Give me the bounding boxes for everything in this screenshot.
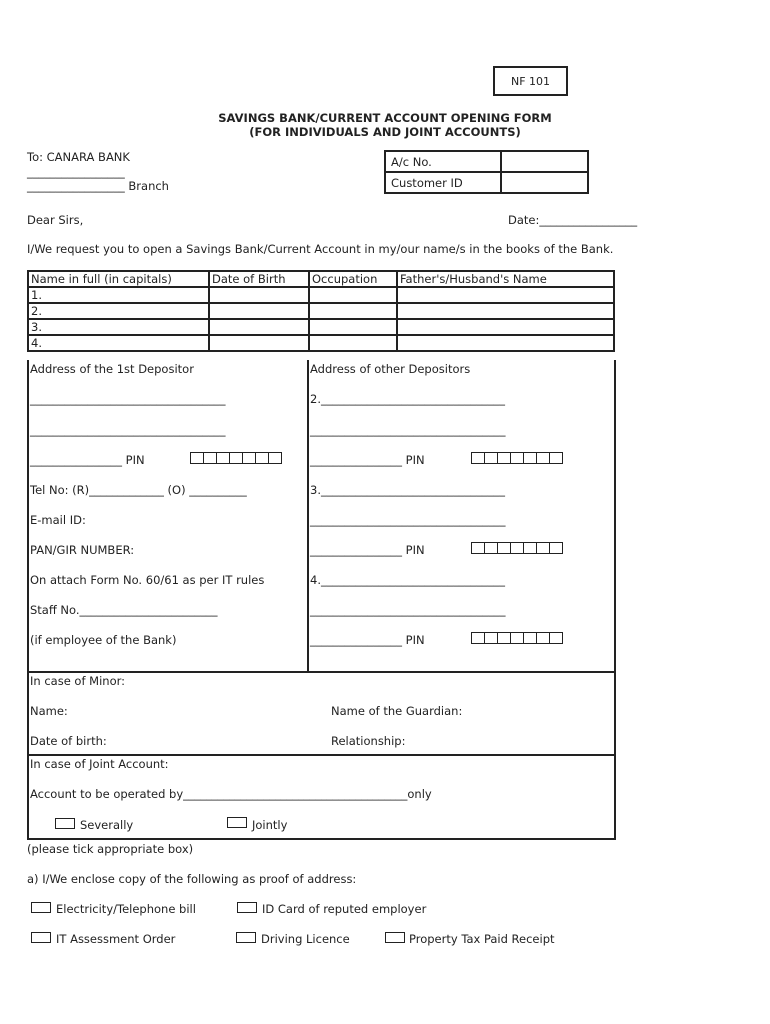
employee-note: (if employee of the Bank) <box>30 633 177 647</box>
table-row[interactable] <box>28 335 614 351</box>
electricity-label: Electricity/Telephone bill <box>56 902 196 916</box>
box-bottom-border <box>27 838 616 840</box>
other-depositors-title: Address of other Depositors <box>310 362 471 376</box>
proof-title: a) I/We enclose copy of the following as proof of address: <box>27 872 357 886</box>
property-checkbox[interactable] <box>385 932 405 943</box>
cell[interactable] <box>209 303 309 319</box>
other-address-3-line[interactable]: __________________________________ <box>310 513 506 527</box>
cell[interactable] <box>397 287 614 303</box>
joint-title: In case of Joint Account: <box>30 757 169 771</box>
table-row[interactable] <box>28 287 614 303</box>
first-pin-label: ________________ PIN <box>30 453 145 467</box>
form-subtitle: (FOR INDIVIDUALS AND JOINT ACCOUNTS) <box>249 125 521 139</box>
row-number: 3. <box>28 319 209 335</box>
other-pin-4-boxes[interactable] <box>471 632 563 644</box>
tick-note: (please tick appropriate box) <box>27 842 194 856</box>
branch-line[interactable]: _________________ Branch <box>27 179 169 193</box>
guardian-name-field[interactable]: Name of the Guardian: <box>331 704 463 718</box>
bank-blank-line[interactable]: _________________ <box>27 165 125 179</box>
jointly-checkbox[interactable] <box>227 817 247 828</box>
pan-field[interactable]: PAN/GIR NUMBER: <box>30 543 135 557</box>
table-row[interactable] <box>28 303 614 319</box>
other-address-3[interactable]: 3.________________________________ <box>310 483 505 497</box>
table-row[interactable] <box>28 319 614 335</box>
ac-no-field[interactable] <box>501 151 588 172</box>
form60-note: On attach Form No. 60/61 as per IT rules <box>30 573 265 587</box>
depositors-table <box>27 270 615 352</box>
cell[interactable] <box>309 335 397 351</box>
id-card-label: ID Card of reputed employer <box>262 902 427 916</box>
cell[interactable] <box>209 335 309 351</box>
electricity-checkbox[interactable] <box>31 902 51 913</box>
cell[interactable] <box>397 319 614 335</box>
other-address-2-line[interactable]: __________________________________ <box>310 423 506 437</box>
cell[interactable] <box>209 319 309 335</box>
first-depositor-title: Address of the 1st Depositor <box>30 362 194 376</box>
row-number: 4. <box>28 335 209 351</box>
other-address-2[interactable]: 2.________________________________ <box>310 392 505 406</box>
row-number: 2. <box>28 303 209 319</box>
header-name: Name in full (in capitals) <box>28 271 209 287</box>
driving-checkbox[interactable] <box>236 932 256 943</box>
jointly-label: Jointly <box>252 818 288 832</box>
row-number: 1. <box>28 287 209 303</box>
table-header-row <box>28 271 614 287</box>
driving-label: Driving Licence <box>261 932 350 946</box>
cell[interactable] <box>309 319 397 335</box>
other-address-4[interactable]: 4.________________________________ <box>310 573 505 587</box>
form-number-text: NF 101 <box>510 74 551 88</box>
minor-dob-field[interactable]: Date of birth: <box>30 734 107 748</box>
header-dob: Date of Birth <box>209 271 309 287</box>
box-left-border <box>27 360 29 840</box>
id-card-checkbox[interactable] <box>237 902 257 913</box>
first-address-line-2[interactable]: __________________________________ <box>30 423 226 437</box>
request-text: I/We request you to open a Savings Bank/Current Account in my/our name/s in the books of the Bank. <box>27 242 614 256</box>
severally-label: Severally <box>80 818 134 832</box>
form-title: SAVINGS BANK/CURRENT ACCOUNT OPENING FORM <box>218 111 552 125</box>
other-pin-4-label: ________________ PIN <box>310 633 425 647</box>
first-pin-boxes[interactable] <box>190 452 282 464</box>
operated-by-field[interactable]: Account to be operated by_______________________________________only <box>30 787 432 801</box>
tel-field[interactable]: Tel No: (R)_____________ (O) __________ <box>30 483 247 497</box>
address-divider <box>307 360 309 672</box>
email-field[interactable]: E-mail ID: <box>30 513 86 527</box>
minor-title: In case of Minor: <box>30 674 126 688</box>
cell[interactable] <box>397 303 614 319</box>
other-pin-2-boxes[interactable] <box>471 452 563 464</box>
box-right-border <box>614 360 616 840</box>
cell[interactable] <box>309 303 397 319</box>
header-occupation: Occupation <box>309 271 397 287</box>
staff-no-field[interactable]: Staff No.________________________ <box>30 603 218 617</box>
severally-checkbox[interactable] <box>55 818 75 829</box>
minor-divider <box>27 671 616 673</box>
customer-id-field[interactable] <box>501 172 588 193</box>
ac-no-label: A/c No. <box>385 151 501 172</box>
cell[interactable] <box>209 287 309 303</box>
joint-divider <box>27 754 616 756</box>
cell[interactable] <box>309 287 397 303</box>
it-order-label: IT Assessment Order <box>56 932 176 946</box>
relationship-field[interactable]: Relationship: <box>331 734 406 748</box>
salutation: Dear Sirs, <box>27 213 84 227</box>
account-box <box>384 150 589 194</box>
other-pin-3-label: ________________ PIN <box>310 543 425 557</box>
other-address-4-line[interactable]: __________________________________ <box>310 603 506 617</box>
date-field[interactable]: Date:_________________ <box>508 213 638 227</box>
form-number <box>493 66 568 96</box>
to-bank: To: CANARA BANK <box>27 150 130 164</box>
minor-name-field[interactable]: Name: <box>30 704 68 718</box>
other-pin-3-boxes[interactable] <box>471 542 563 554</box>
cell[interactable] <box>397 335 614 351</box>
property-label: Property Tax Paid Receipt <box>409 932 555 946</box>
header-father-husband: Father's/Husband's Name <box>397 271 614 287</box>
it-order-checkbox[interactable] <box>31 932 51 943</box>
other-pin-2-label: ________________ PIN <box>310 453 425 467</box>
first-address-line-1[interactable]: __________________________________ <box>30 392 226 406</box>
customer-id-label: Customer ID <box>385 172 501 193</box>
